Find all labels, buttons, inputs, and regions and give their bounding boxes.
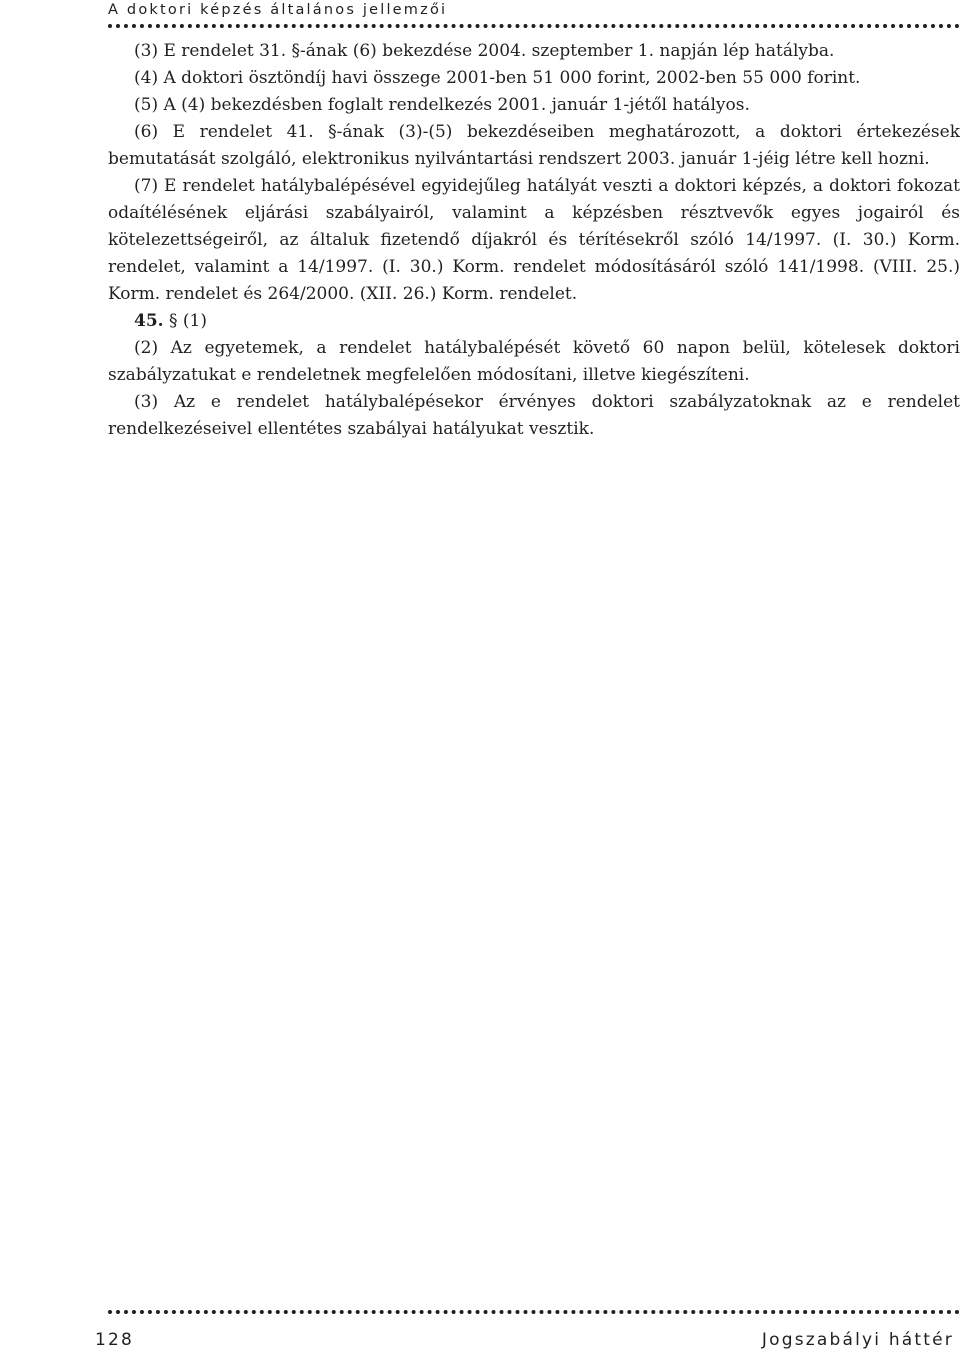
paragraph-stipend-amount: (4) A doktori ösztöndíj havi összege 2001-ben 51 000 forint, 2002-ben 55 000 forint. — [134, 68, 861, 88]
running-footer-title: Jogszabályi háttér — [761, 1330, 954, 1350]
paragraph-university-rules: (2) Az egyetemek, a rendelet hatálybalépését követő 60 napon belül, kötelesek doktori szabályzatukat e rendeletnek megfelelően módosítani, illetve kiegészíteni. — [108, 338, 960, 385]
paragraph-electronic-registry: (6) E rendelet 41. §-ának (3)-(5) bekezdéseiben meghatározott, a doktori értekezések bemutatását szolgáló, elektronikus nyilvántartási rendszert 2003. január 1-jéig létre kell hozni. — [108, 122, 960, 169]
section-number: 45. — [134, 311, 164, 331]
paragraph-effective-date: (5) A (4) bekezdésben foglalt rendelkezés 2001. január 1-jétől hatályos. — [134, 95, 750, 115]
paragraph-conflicting-rules: (3) Az e rendelet hatálybalépésekor érvényes doktori szabályzatoknak az e rendelet rendelkezéseivel ellentétes szabályai hatályukat vesztik. — [108, 392, 960, 439]
section-subparagraph: § (1) — [163, 311, 207, 331]
section-45-heading — [108, 308, 960, 335]
header-dotted-rule — [108, 24, 960, 28]
page-number: 128 — [95, 1330, 135, 1350]
footer-dotted-rule — [108, 1310, 960, 1314]
running-header: A doktori képzés általános jellemzői — [108, 2, 448, 18]
document-body — [108, 38, 960, 443]
paragraph-repeal: (7) E rendelet hatálybalépésével egyidejűleg hatályát veszti a doktori képzés, a doktori fokozat odaítélésének eljárási szabályairól, valamint a képzésben résztvevők egyes jogairól és kötelezettségeiről, az általuk fizetendő díjakról és térítésekről szóló 14/1997. (I. 30.) Korm. rendelet, valamint a 14/1997. (I. 30.) Korm. rendelet módosításáról szóló 141/1998. (VIII. 25.) Korm. rendelet és 264/2000. (XII. 26.) Korm. rendelet. — [108, 176, 960, 304]
paragraph-31-6: (3) E rendelet 31. §-ának (6) bekezdése 2004. szeptember 1. napján lép hatályba. — [134, 41, 835, 61]
